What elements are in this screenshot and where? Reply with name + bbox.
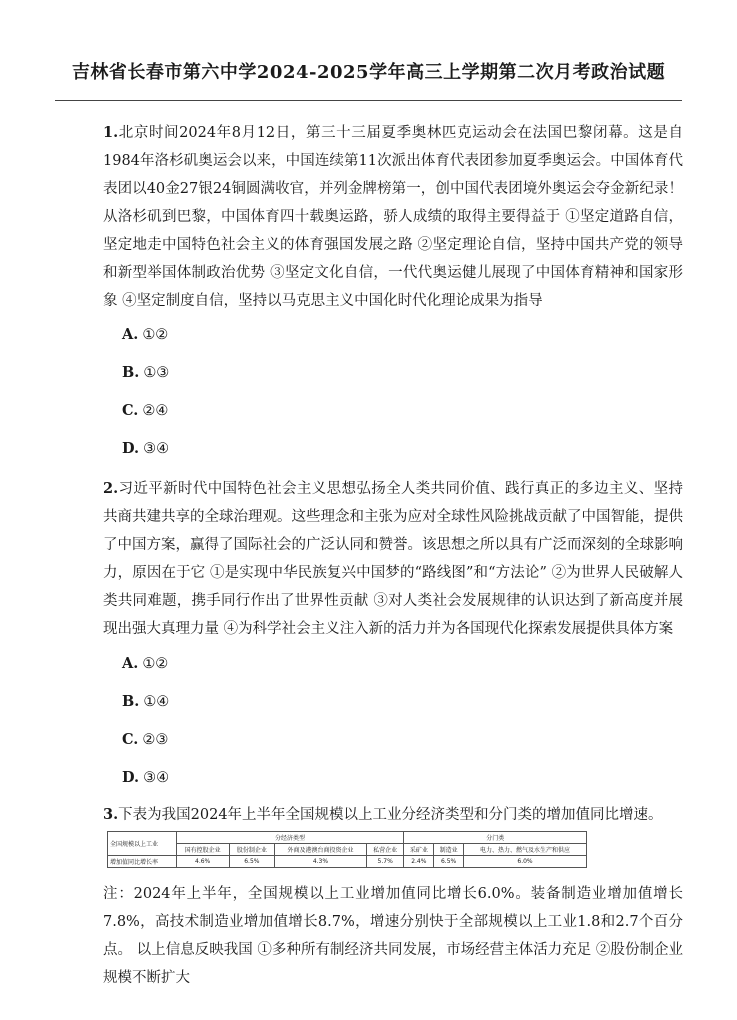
table-cell: 6.0% — [464, 856, 587, 868]
option-letter: D. — [122, 440, 140, 457]
q2-option-c[interactable] — [122, 731, 168, 748]
table-note: 注：2024年上半年，全国规模以上工业增加值同比增长6.0%。装备制造业增加值增长7.8%，高技术制造业增加值增长8.7%，增速分别快于全部规模以上工业1.8和2.7个百分点。 以上信息反映我国 ①多种所有制经济共同发展，市场经营主体活力充足 ②股份制企业规模不断扩大 — [103, 886, 683, 986]
option-letter: D. — [122, 769, 140, 786]
option-letter: C. — [122, 402, 139, 419]
question-stem: 北京时间2024年8月12日，第三十三届夏季奥林匹克运动会在法国巴黎闭幕。这是自1984年洛杉矶奥运会以来，中国连续第11次派出体育代表团参加夏季奥运会。中国体育代表团以40金27银24铜圆满收官，并列金牌榜第一，创中国代表团境外奥运会夺金新纪录！从洛杉矶到巴黎，中国体育四十载奥运路，骄人成绩的取得主要得益于 ①坚定道路自信，坚定地走中国特色社会主义的体育强国发展之路 ②坚定理论自信，坚持中国共产党的领导和新型举国体制政治优势 ③坚定文化自信，一代代奥运健儿展现了中国体育精神和国家形象 ④坚定制度自信，坚持以马克思主义中国化时代化理论成果为指导 — [103, 125, 683, 309]
table-cell: 2.4% — [404, 856, 434, 868]
table-column-header: 国有控股企业 — [176, 844, 229, 856]
question-3 — [103, 801, 683, 829]
option-text: ①② — [142, 656, 169, 672]
table-column-header: 制造业 — [434, 844, 464, 856]
table-group-header: 分经济类型 — [176, 832, 404, 844]
question-number: 3. — [103, 806, 119, 823]
table-subheader-row — [108, 844, 587, 856]
option-text: ③④ — [143, 441, 170, 457]
question-stem: 习近平新时代中国特色社会主义思想弘扬全人类共同价值、践行真正的多边主义、坚持共商共建共享的全球治理观。这些理念和主张为应对全球性风险挑战贡献了中国智能，提供了中国方案，赢得了国际社会的广泛认同和赞誉。该思想之所以具有广泛而深刻的全球影响力，原因在于它 ①是实现中华民族复兴中国梦的“路线图”和“方法论” ②为世界人民破解人类共同难题，携手同行作出了世界性贡献 ③对人类社会发展规律的认识达到了新高度并展现出强大真理力量 ④为科学社会主义注入新的活力并为各国现代化探索发展提供具体方案 — [103, 481, 683, 637]
option-letter: A. — [122, 655, 139, 672]
table-column-header: 股份制企业 — [229, 844, 274, 856]
q2-option-d[interactable] — [122, 769, 169, 786]
q1-option-c[interactable] — [122, 402, 168, 419]
q2-option-b[interactable] — [122, 693, 169, 710]
q2-option-a[interactable] — [122, 655, 168, 672]
option-letter: B. — [122, 364, 140, 381]
option-text: ①② — [142, 327, 169, 343]
table-cell: 4.6% — [176, 856, 229, 868]
table-row-header: 全国规模以上工业 — [108, 832, 177, 856]
question-1 — [103, 119, 683, 315]
table-row — [108, 856, 587, 868]
table-cell: 5.7% — [366, 856, 404, 868]
option-text: ①④ — [143, 694, 170, 710]
growth-table — [107, 831, 587, 868]
option-text: ②④ — [142, 403, 169, 419]
question-number: 1. — [103, 124, 119, 141]
table-cell: 6.5% — [434, 856, 464, 868]
option-text: ③④ — [143, 770, 170, 786]
table-header-row — [108, 832, 587, 844]
option-text: ①③ — [143, 365, 170, 381]
question-number: 2. — [103, 480, 119, 497]
title-divider — [55, 100, 682, 101]
table-column-header: 采矿业 — [404, 844, 434, 856]
table-cell: 6.5% — [229, 856, 274, 868]
question-2 — [103, 475, 683, 643]
table-group-header: 分门类 — [404, 832, 587, 844]
table-column-header: 私营企业 — [366, 844, 404, 856]
page-title: 吉林省长春市第六中学2024-2025学年高三上学期第二次月考政治试题 — [71, 62, 666, 83]
option-letter: A. — [122, 326, 139, 343]
option-text: ②③ — [142, 732, 169, 748]
question-stem: 下表为我国2024年上半年全国规模以上工业分经济类型和分门类的增加值同比增速。 — [118, 807, 663, 823]
table-cell: 4.3% — [275, 856, 367, 868]
option-letter: B. — [122, 693, 140, 710]
q1-option-b[interactable] — [122, 364, 169, 381]
option-letter: C. — [122, 731, 139, 748]
q1-option-a[interactable] — [122, 326, 168, 343]
q1-option-d[interactable] — [122, 440, 169, 457]
table-row-header: 增加值同比增长率 — [108, 856, 177, 868]
table-column-header: 外商及港澳台商投资企业 — [275, 844, 367, 856]
table-column-header: 电力、热力、燃气及水生产和供应 — [464, 844, 587, 856]
